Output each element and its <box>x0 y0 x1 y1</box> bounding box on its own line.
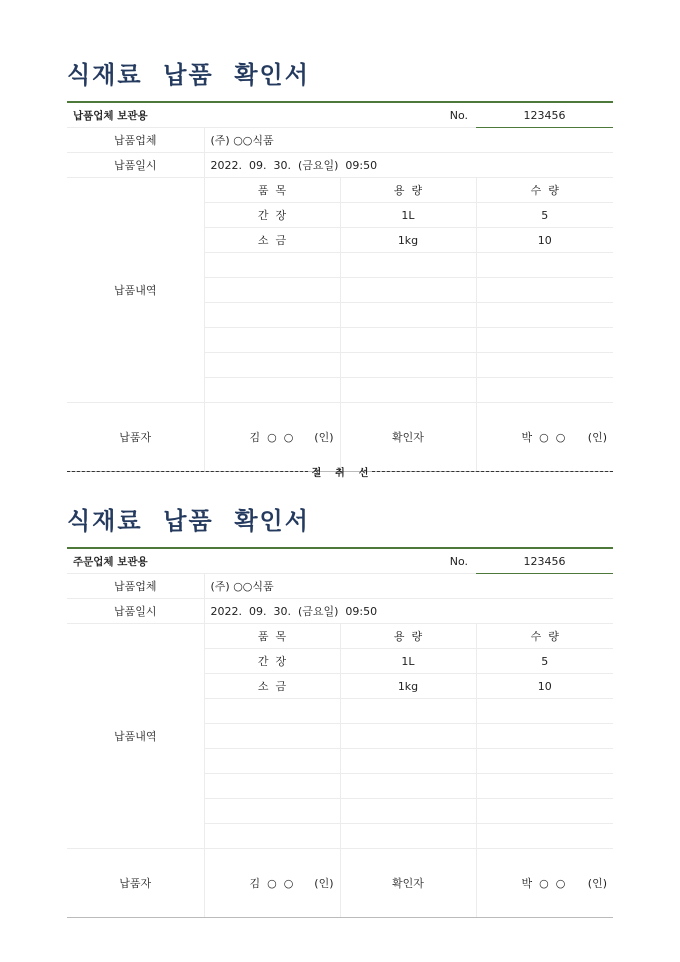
delivery-table <box>67 547 613 918</box>
deliverer-name: 김 ○ ○ <box>249 431 294 444</box>
deliverer-signature <box>204 849 340 918</box>
header-qty: 수 량 <box>476 624 613 649</box>
item-name: 간 장 <box>204 203 340 228</box>
deliverer-signature <box>204 403 340 472</box>
header-volume: 용 량 <box>340 624 476 649</box>
supplier-value: (주) ○○식품 <box>204 128 613 153</box>
confirmer-name: 박 ○ ○ <box>521 877 566 890</box>
confirmer-seal: (인) <box>587 877 607 890</box>
item-volume: 1L <box>340 649 476 674</box>
cut-line-label: 절 취 선 <box>311 467 369 479</box>
no-label: No. <box>340 548 476 574</box>
date-value: 2022. 09. 30. (금요일) 09:50 <box>204 599 613 624</box>
no-label: No. <box>340 102 476 128</box>
deliverer-seal: (인) <box>314 877 334 890</box>
confirmer-signature <box>476 849 613 918</box>
supplier-label: 납품업체 <box>67 128 204 153</box>
form-title: 식재료 납품 확인서 <box>67 507 310 535</box>
item-qty: 5 <box>476 203 613 228</box>
header-qty: 수 량 <box>476 178 613 203</box>
delivery-table <box>67 101 613 472</box>
item-qty: 5 <box>476 649 613 674</box>
date-value: 2022. 09. 30. (금요일) 09:50 <box>204 153 613 178</box>
confirmer-signature <box>476 403 613 472</box>
confirmer-label: 확인자 <box>340 403 476 472</box>
header-item: 품 목 <box>204 178 340 203</box>
details-label: 납품내역 <box>67 178 204 403</box>
confirmer-name: 박 ○ ○ <box>521 431 566 444</box>
deliverer-name: 김 ○ ○ <box>249 877 294 890</box>
item-name: 간 장 <box>204 649 340 674</box>
deliverer-label: 납품자 <box>67 403 204 472</box>
no-value: 123456 <box>476 102 613 128</box>
item-name: 소 금 <box>204 228 340 253</box>
item-volume: 1kg <box>340 674 476 699</box>
no-value: 123456 <box>476 548 613 574</box>
form-title: 식재료 납품 확인서 <box>67 61 310 89</box>
item-volume: 1kg <box>340 228 476 253</box>
confirmer-label: 확인자 <box>340 849 476 918</box>
item-name: 소 금 <box>204 674 340 699</box>
cut-line <box>67 464 613 478</box>
header-item: 품 목 <box>204 624 340 649</box>
date-label: 납품일시 <box>67 153 204 178</box>
header-volume: 용 량 <box>340 178 476 203</box>
details-label: 납품내역 <box>67 624 204 849</box>
supplier-value: (주) ○○식품 <box>204 574 613 599</box>
item-volume: 1L <box>340 203 476 228</box>
deliverer-label: 납품자 <box>67 849 204 918</box>
cut-line-dash-left <box>67 471 308 472</box>
item-qty: 10 <box>476 228 613 253</box>
cut-line-dash-right <box>372 471 613 472</box>
copy-label: 납품업체 보관용 <box>67 102 340 128</box>
supplier-label: 납품업체 <box>67 574 204 599</box>
item-qty: 10 <box>476 674 613 699</box>
confirmer-seal: (인) <box>587 431 607 444</box>
deliverer-seal: (인) <box>314 431 334 444</box>
delivery-form-orderer-copy <box>67 503 613 918</box>
date-label: 납품일시 <box>67 599 204 624</box>
delivery-form-supplier-copy <box>67 57 613 472</box>
copy-label: 주문업체 보관용 <box>67 548 340 574</box>
